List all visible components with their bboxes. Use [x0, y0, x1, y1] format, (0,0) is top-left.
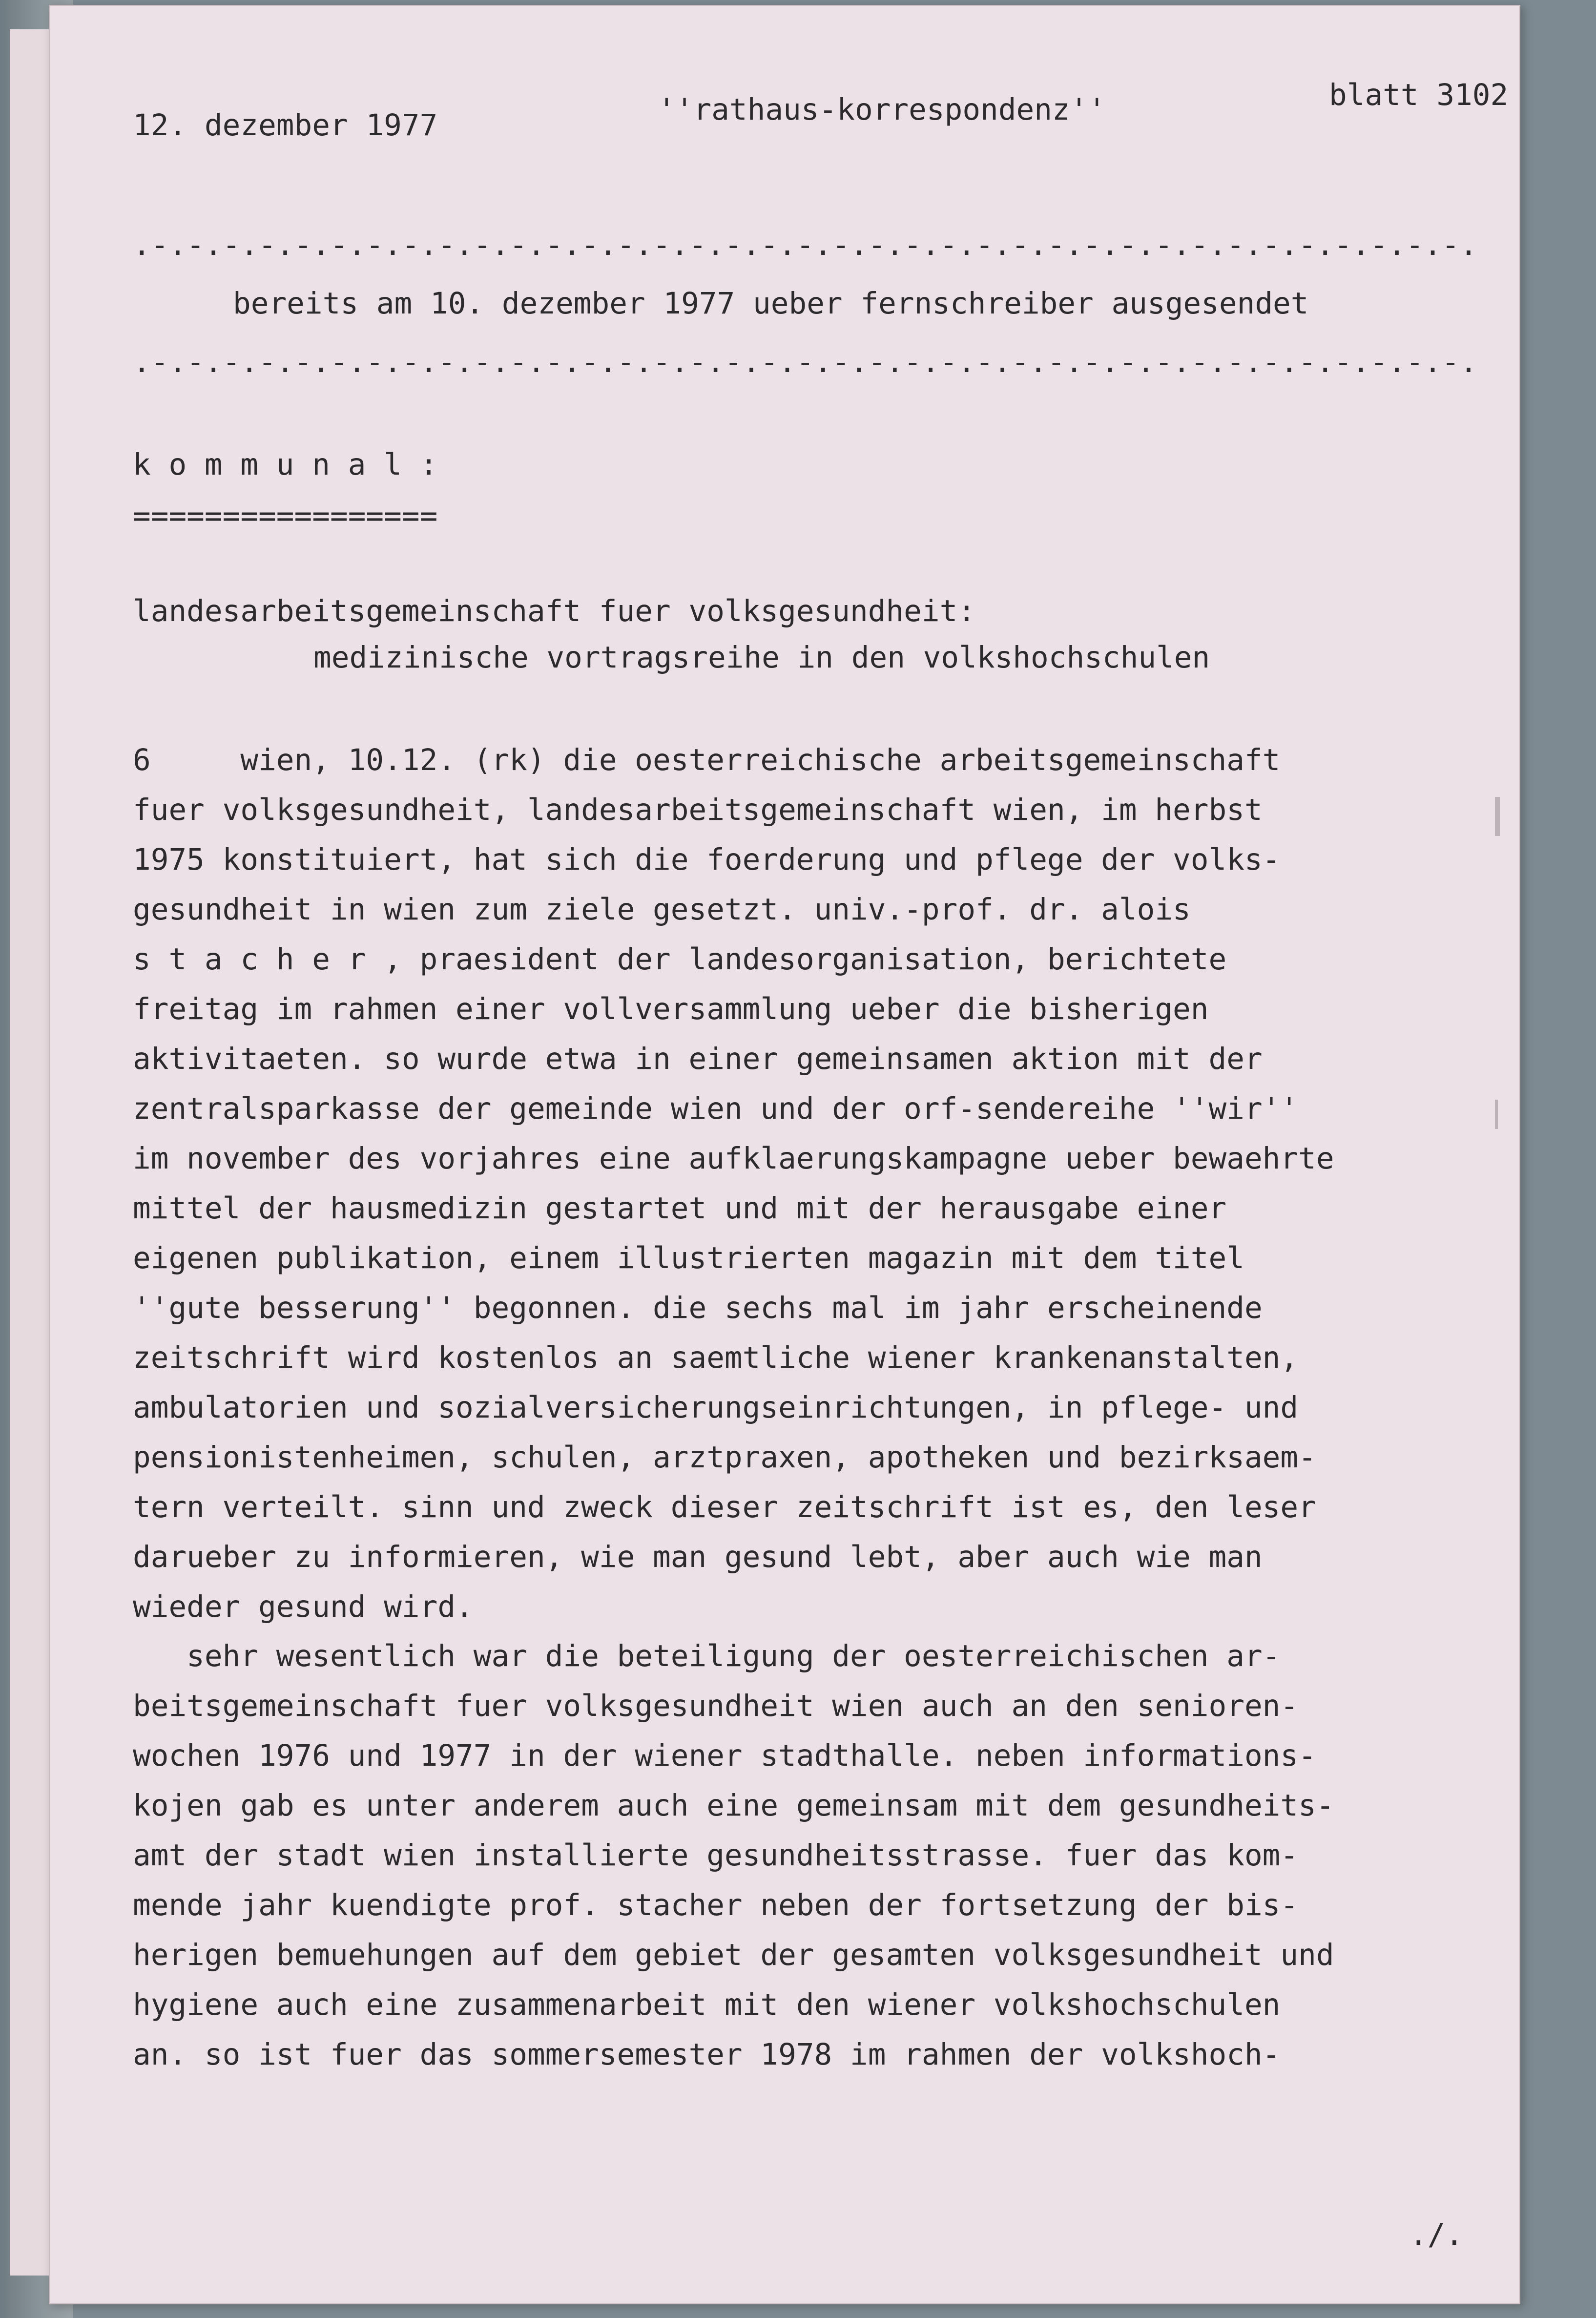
text-line: zentralsparkasse der gemeinde wien und der orf-sendereihe ''wir''	[133, 1091, 1299, 1126]
text-line: aktivitaeten. so wurde etwa in einer gemeinsamen aktion mit der	[133, 1042, 1263, 1076]
text-line: mende jahr kuendigte prof. stacher neben der fortsetzung der bis-	[133, 1888, 1299, 1922]
text-line: herigen bemuehungen auf dem gebiet der gesamten volksgesundheit und	[133, 1938, 1334, 1972]
text-line: zeitschrift wird kostenlos an saemtliche wiener krankenanstalten,	[133, 1340, 1299, 1375]
article-subheadline: medizinische vortragsreihe in den volkshochschulen	[313, 640, 1210, 675]
document-page	[49, 5, 1520, 2304]
article-paragraph-1	[133, 743, 1524, 1640]
text-line: wieder gesund wird.	[133, 1589, 474, 1624]
margin-smudge	[1495, 1100, 1498, 1129]
text-line: eigenen publikation, einem illustrierten magazin mit dem titel	[133, 1241, 1244, 1275]
text-line: darueber zu informieren, wie man gesund lebt, aber auch wie man	[133, 1540, 1263, 1574]
text-line: an. so ist fuer das sommersemester 1978 im rahmen der volkshoch-	[133, 2037, 1281, 2072]
text-line: ambulatorien und sozialversicherungseinrichtungen, in pflege- und	[133, 1390, 1299, 1425]
text-line: tern verteilt. sinn und zweck dieser zeitschrift ist es, den leser	[133, 1490, 1316, 1524]
text-line: pensionistenheimen, schulen, arztpraxen, apotheken und bezirksaem-	[133, 1440, 1316, 1475]
article-paragraph-2	[133, 1639, 1524, 2088]
header-publication: ''rathaus-korrespondenz''	[658, 92, 1106, 127]
text-line: amt der stadt wien installierte gesundheitsstrasse. fuer das kom-	[133, 1838, 1299, 1873]
text-line: hygiene auch eine zusammenarbeit mit den wiener volkshochschulen	[133, 1987, 1281, 2022]
text-line: kojen gab es unter anderem auch eine gemeinsam mit dem gesundheits-	[133, 1788, 1334, 1823]
text-line: 6 wien, 10.12. (rk) die oesterreichische arbeitsgemeinschaft	[133, 743, 1281, 777]
article-headline: landesarbeitsgemeinschaft fuer volksgesundheit:	[133, 594, 976, 628]
text-line: gesundheit in wien zum ziele gesetzt. univ.-prof. dr. alois	[133, 892, 1191, 927]
text-line: 1975 konstituiert, hat sich die foerderung und pflege der volks-	[133, 842, 1281, 877]
transmission-notice: bereits am 10. dezember 1977 ueber fernschreiber ausgesendet	[233, 286, 1309, 321]
text-line: ''gute besserung'' begonnen. die sechs mal im jahr erscheinende	[133, 1291, 1263, 1325]
margin-smudge	[1495, 797, 1500, 836]
text-line: im november des vorjahres eine aufklaerungskampagne ueber bewaehrte	[133, 1141, 1334, 1176]
header-date: 12. dezember 1977	[133, 108, 438, 143]
text-line: mittel der hausmedizin gestartet und mit der herausgabe einer	[133, 1191, 1227, 1226]
text-line: s t a c h e r , praesident der landesorganisation, berichtete	[133, 942, 1227, 977]
separator-bottom: .-.-.-.-.-.-.-.-.-.-.-.-.-.-.-.-.-.-.-.-.-.-.-.-.-.-.-.-.-.-.-.-.-.-.-.-.-.	[133, 345, 1478, 379]
section-underline: =================	[133, 499, 438, 533]
text-line: freitag im rahmen einer vollversammlung ueber die bisherigen	[133, 992, 1209, 1026]
separator-top: .-.-.-.-.-.-.-.-.-.-.-.-.-.-.-.-.-.-.-.-.-.-.-.-.-.-.-.-.-.-.-.-.-.-.-.-.-.	[133, 228, 1478, 262]
text-line: fuer volksgesundheit, landesarbeitsgemeinschaft wien, im herbst	[133, 793, 1263, 827]
text-line: sehr wesentlich war die beteiligung der oesterreichischen ar-	[133, 1639, 1281, 1673]
continuation-mark: ./.	[1409, 2217, 1464, 2252]
section-title: k o m m u n a l :	[133, 447, 438, 482]
text-line: beitsgemeinschaft fuer volksgesundheit wien auch an den senioren-	[133, 1689, 1299, 1723]
text-line: wochen 1976 und 1977 in der wiener stadthalle. neben informations-	[133, 1738, 1316, 1773]
header-sheet-number: blatt 3102	[1329, 78, 1509, 112]
